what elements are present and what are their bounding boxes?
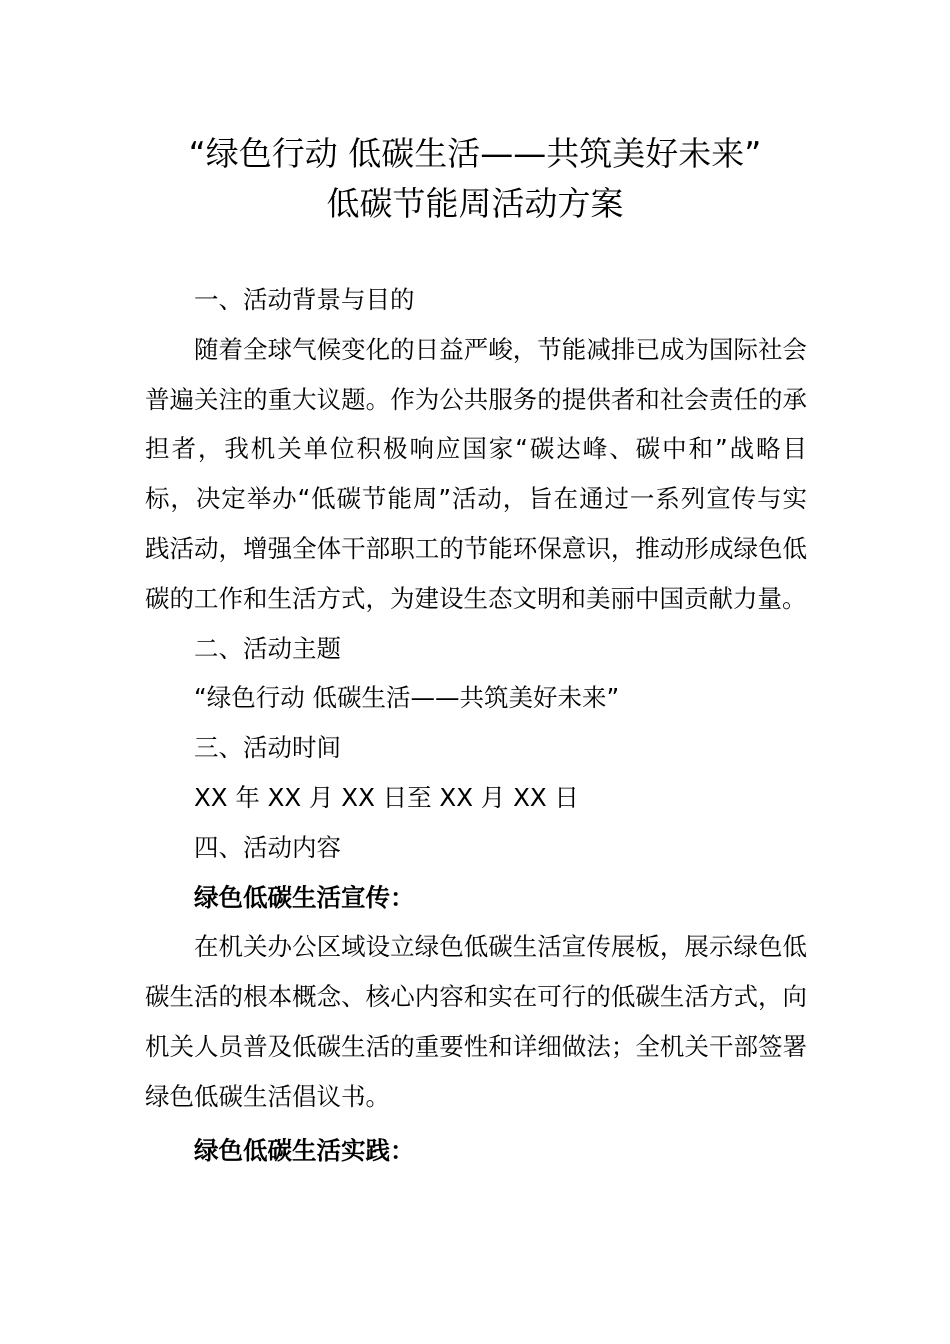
document-title-line1: “绿色行动 低碳生活——共筑美好未来” [188,134,762,173]
section-heading-content: 四、活动内容 [194,832,341,862]
subheading-publicity: 绿色低碳生活宣传： [194,882,415,912]
section-heading-background: 一、活动背景与目的 [194,285,415,314]
section-heading-theme: 二、活动主题 [194,633,341,663]
document-title-line2: 低碳节能周活动方案 [326,184,624,223]
section-heading-time: 三、活动时间 [194,733,341,763]
subheading-practice: 绿色低碳生活实践： [194,1135,415,1165]
paragraph-time: XX 年 XX 月 XX 日至 XX 月 XX 日 [194,782,579,812]
paragraph-background: 随着全球气候变化的日益严峻，节能减排已成为国际社会普遍关注的重大议题。作为公共服务的提供者和社会责任的承担者，我机关单位积极响应国家“碳达峰、碳中和”战略目标，决定举办“低碳节能周”活动，旨在通过一系列宣传与实践活动，增强全体干部职工的节能环保意识，推动形成绿色低碳的工作和生活方式，为建设生态文明和美丽中国贡献力量。 [145,334,807,613]
paragraph-publicity: 在机关办公区域设立绿色低碳生活宣传展板，展示绿色低碳生活的根本概念、核心内容和实在可行的低碳生活方式，向机关人员普及低碳生活的重要性和详细做法；全机关干部签署绿色低碳生活倡议书。 [145,932,807,1111]
document-body [145,275,807,1175]
paragraph-theme: “绿色行动 低碳生活——共筑美好未来” [194,683,620,713]
